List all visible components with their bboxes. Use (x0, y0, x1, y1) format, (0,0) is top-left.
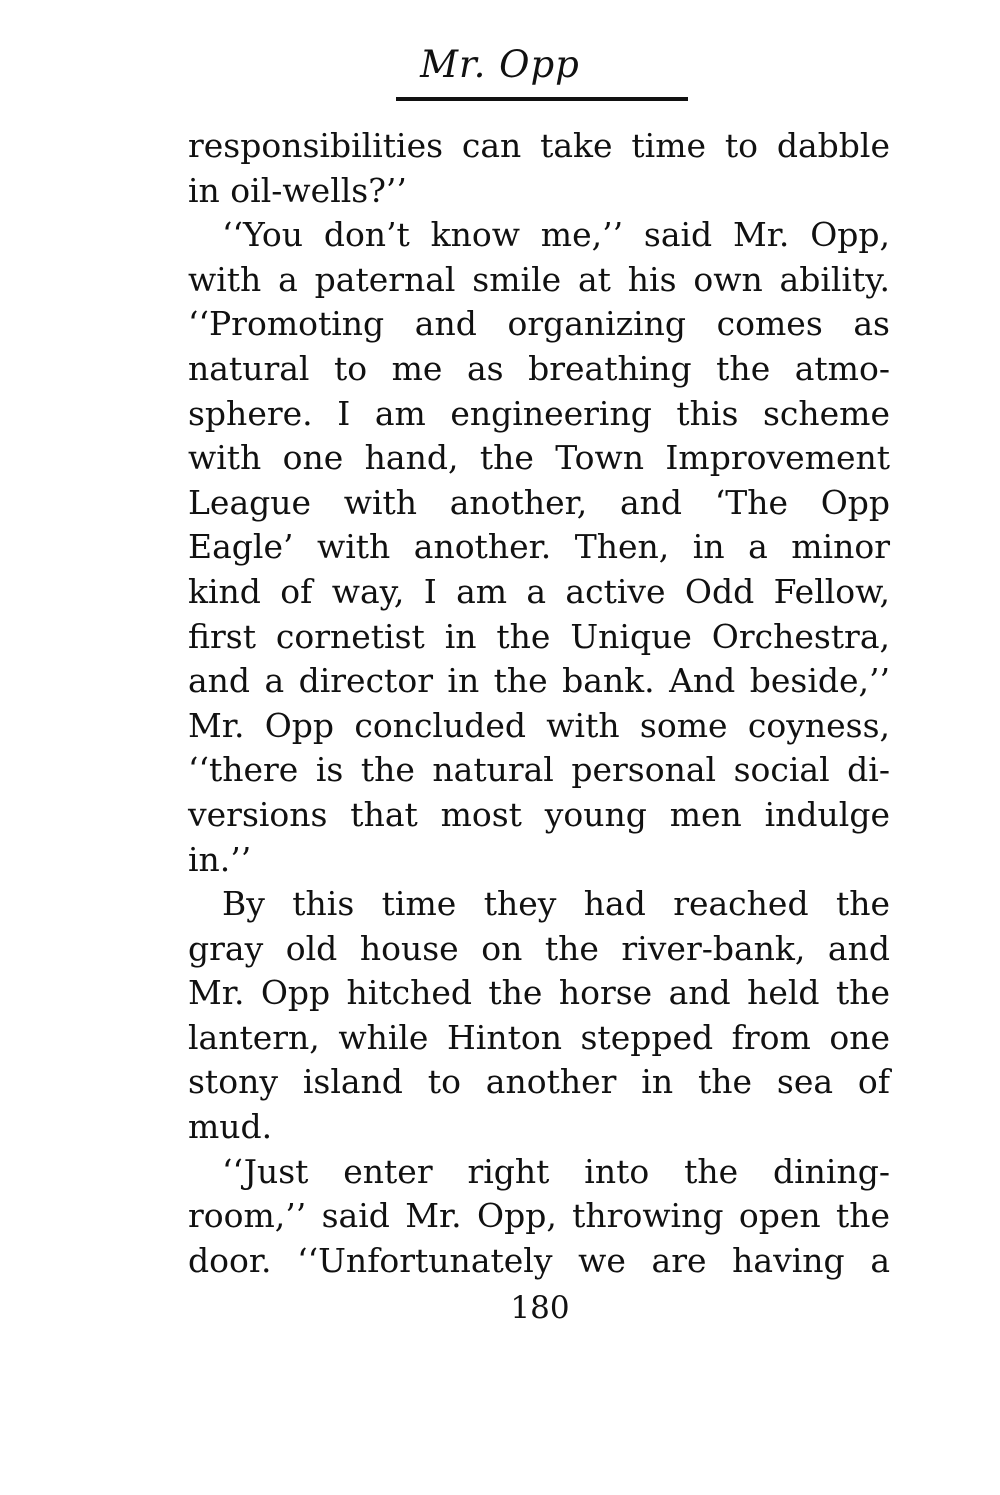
text-line: Eagle’ with another. Then, in a minor (188, 527, 890, 567)
text-line: stony island to another in the sea of (188, 1062, 890, 1102)
text-line: ‘‘Promoting and organizing comes as (188, 304, 890, 344)
body-text (188, 124, 890, 1283)
running-title: Mr. Opp (420, 43, 580, 86)
text-line: Mr. Opp concluded with some coyness, (188, 705, 890, 745)
text-line: lantern, while Hinton stepped from one (188, 1017, 890, 1057)
text-line: By this time they had reached the (222, 884, 890, 924)
text-line: mud. (188, 1107, 273, 1147)
text-line: Mr. Opp hitched the horse and held the (188, 973, 890, 1013)
text-line: in oil-wells?’’ (188, 170, 407, 210)
text-line: with a paternal smile at his own ability. (188, 259, 890, 299)
text-line: natural to me as breathing the atmo- (188, 348, 890, 388)
text-line: versions that most young men indulge (188, 794, 890, 834)
text-line: room,’’ said Mr. Opp, throwing open the (188, 1196, 890, 1236)
text-line: gray old house on the river-bank, and (188, 928, 890, 968)
text-line: sphere. I am engineering this scheme (188, 393, 890, 433)
text-line: with one hand, the Town Improvement (188, 438, 890, 478)
text-line: and a director in the bank. And beside,’’ (188, 661, 890, 701)
text-line: ‘‘Just enter right into the dining- (222, 1151, 890, 1191)
text-line: ‘‘You don’t know me,’’ said Mr. Opp, (222, 215, 890, 255)
text-line: ‘‘there is the natural personal social di- (188, 750, 890, 790)
page-number: 180 (510, 1290, 570, 1326)
header-rule (396, 97, 688, 101)
text-line: League with another, and ‘The Opp (188, 482, 890, 522)
text-line: first cornetist in the Unique Orchestra, (188, 616, 890, 656)
text-line: door. ‘‘Unfortunately we are having a (188, 1240, 890, 1280)
text-line: in.’’ (188, 839, 252, 879)
text-line: kind of way, I am a active Odd Fellow, (188, 571, 890, 611)
text-line: responsibilities can take time to dabble (188, 126, 890, 165)
